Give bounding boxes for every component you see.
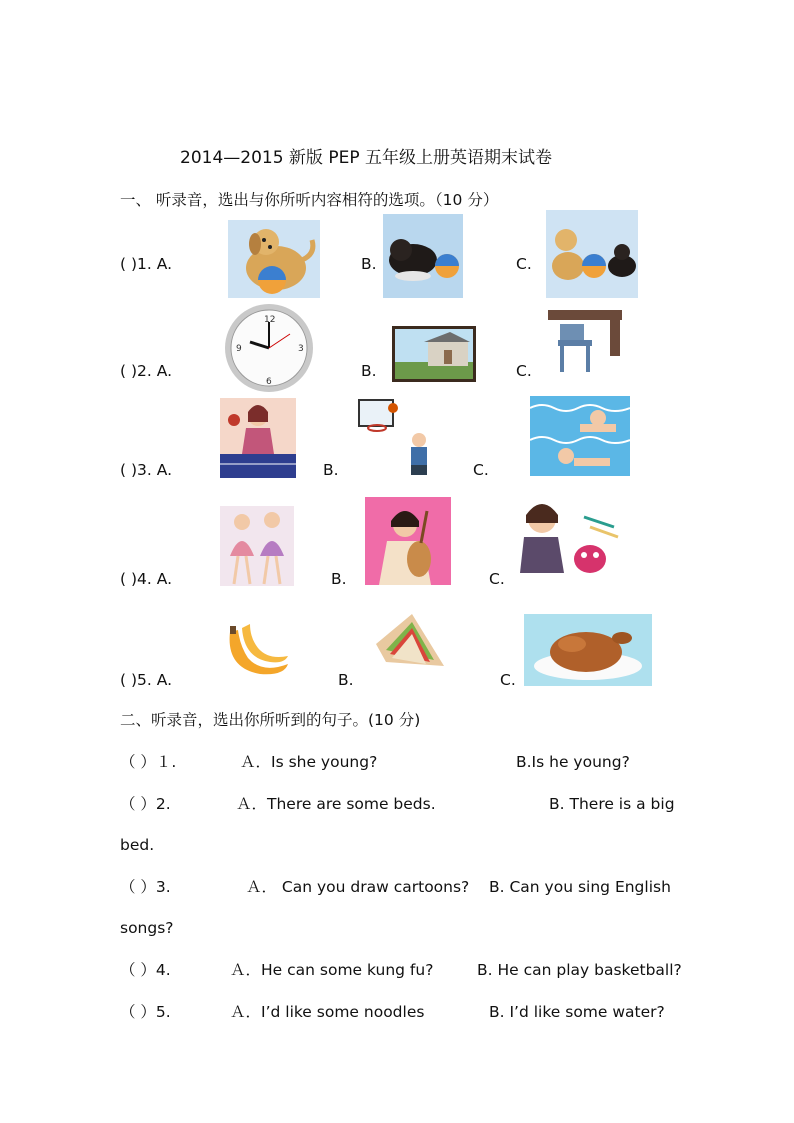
option-b-label: B. (361, 362, 377, 380)
sandwich-icon (372, 610, 448, 676)
sentence-2-continuation: bed. (120, 836, 155, 854)
option-c-label: C. (500, 671, 516, 689)
sentence-4-option-b: B. He can play basketball? (477, 961, 682, 979)
sentence-2-option-b: B. There is a big (549, 795, 675, 813)
svg-text:12: 12 (264, 315, 276, 325)
option-b-label: B. (338, 671, 354, 689)
option-c-label: C. (473, 461, 489, 479)
dogs-and-ball-icon (546, 210, 638, 298)
sentence-3-number: （ ）3. (120, 878, 171, 896)
option-c-label: C. (489, 570, 505, 588)
bananas-icon (224, 620, 290, 682)
sentence-5-number: （ ）5. (120, 1003, 171, 1021)
option-c-label: C. (516, 362, 532, 380)
option-b-label: B. (331, 570, 347, 588)
section-2-heading: 二、听录音，选出你所听到的句子。(10 分) (120, 711, 421, 729)
sentence-1-option-a: Ａ．Is she young? (240, 753, 378, 771)
question-3-label: ( )3. A. (120, 461, 172, 479)
roast-chicken-icon (524, 614, 652, 686)
option-b-label: B. (323, 461, 339, 479)
ping-pong-girl-icon (220, 398, 296, 478)
girl-playing-pipa-icon (365, 497, 451, 585)
wall-clock-icon (220, 302, 318, 394)
sentence-5-option-a: Ａ．I’d like some noodles (230, 1003, 425, 1021)
page-title: 2014—2015 新版 PEP 五年级上册英语期末试卷 (180, 148, 552, 168)
question-2-label: ( )2. A. (120, 362, 172, 380)
sentence-2-option-a: Ａ．There are some beds. (236, 795, 436, 813)
sentence-3-option-b: B. Can you sing English (489, 878, 671, 896)
svg-text:3: 3 (298, 344, 304, 354)
dog-with-ball-icon (228, 220, 320, 298)
svg-text:9: 9 (236, 344, 242, 354)
swimming-kids-icon (530, 396, 630, 476)
sentence-1-number: （ ）１. (120, 753, 177, 771)
sentence-1-option-b: B.Is he young? (516, 753, 630, 771)
option-c-label: C. (516, 255, 532, 273)
question-4-label: ( )4. A. (120, 570, 172, 588)
section-1-heading: 一、 听录音，选出与你所听内容相符的选项。（10 分） (120, 191, 499, 209)
ballet-dancers-icon (220, 506, 294, 586)
basketball-player-icon (357, 398, 437, 476)
sentence-3-option-a: Ａ． Can you draw cartoons? (246, 878, 470, 896)
question-1-label: ( )1. A. (120, 255, 172, 273)
sentence-5-option-b: B. I’d like some water? (489, 1003, 665, 1021)
black-dog-with-ball-icon (383, 214, 463, 298)
svg-text:6: 6 (266, 377, 272, 387)
option-b-label: B. (361, 255, 377, 273)
girl-drawing-cartoon-icon (514, 497, 622, 585)
sentence-3-continuation: songs? (120, 919, 174, 937)
sentence-2-number: （ ）2. (120, 795, 171, 813)
house-picture-icon (392, 326, 476, 382)
chair-and-desk-icon (548, 310, 622, 374)
sentence-4-number: （ ）4. (120, 961, 171, 979)
sentence-4-option-a: Ａ．He can some kung fu? (230, 961, 434, 979)
question-5-label: ( )5. A. (120, 671, 172, 689)
